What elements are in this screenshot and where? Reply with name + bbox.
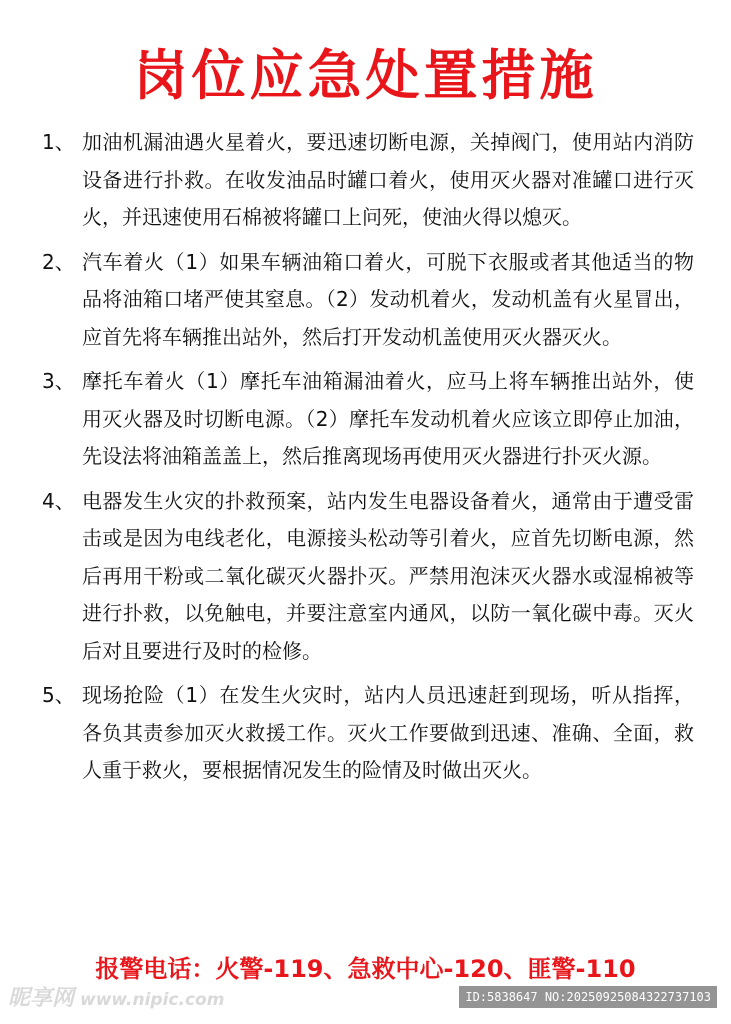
item-text: 电器发生火灾的扑救预案，站内发生电器设备着火，通常由于遭受雷击或是因为电线老化，电源接头松动等引着火，应首先切断电源，然后再用干粉或二氧化碳灭火器扑灭。严禁用泡沫灭火器水或湿棉被等进行扑救，以免触电，并要注意室内通风，以防一氧化碳中毒。灭火后对且要进行及时的检修。	[82, 488, 694, 663]
watermark-logo-text: 昵享网	[8, 986, 75, 1011]
item-number: 3、	[42, 369, 75, 393]
list-item-5	[42, 677, 694, 790]
item-number: 2、	[42, 249, 75, 274]
watermark-logo	[8, 983, 224, 1016]
list-item-2	[42, 244, 694, 357]
list-item-4	[42, 483, 694, 671]
list-item-1	[42, 124, 694, 237]
item-text: 汽车着火（1）如果车辆油箱口着火，可脱下衣服或者其他适当的物品将油箱口堵严使其窒息。（2）发动机着火，发动机盖有火星冒出，应首先将车辆推出站外，然后打开发动机盖使用灭火器灭火。	[82, 249, 694, 349]
item-number: 4、	[42, 488, 75, 513]
item-number: 1、	[42, 130, 75, 154]
measures-list	[42, 124, 694, 797]
item-text: 现场抢险（1）在发生火灾时，站内人员迅速赶到现场，听从指挥，各负其责参加灭火救援工作。灭火工作要做到迅速、准确、全面，救人重于救火，要根据情况发生的险情及时做出灭火。	[82, 683, 694, 782]
emergency-phone-numbers: 报警电话：火警-119、急救中心-120、匪警-110	[95, 955, 636, 983]
page-title: 岗位应急处置措施	[133, 44, 598, 107]
item-text: 加油机漏油遇火星着火，要迅速切断电源，关掉阀门，使用站内消防设备进行扑救。在收发油品时罐口着火，使用灭火器对准罐口进行灭火，并迅速使用石棉被将罐口上问死，使油火得以熄灭。	[82, 130, 694, 229]
item-text: 摩托车着火（1）摩托车油箱漏油着火，应马上将车辆推出站外，使用灭火器及时切断电源。（2）摩托车发动机着火应该立即停止加油，先设法将油箱盖盖上，然后推离现场再使用灭火器进行扑灭火源。	[82, 369, 694, 468]
watermark-id-badge: ID:5838647 NO:20250925084322737103	[459, 986, 717, 1008]
list-item-3	[42, 363, 694, 476]
watermark-url: www.nipic.com	[80, 990, 225, 1010]
item-number: 5、	[42, 683, 75, 707]
